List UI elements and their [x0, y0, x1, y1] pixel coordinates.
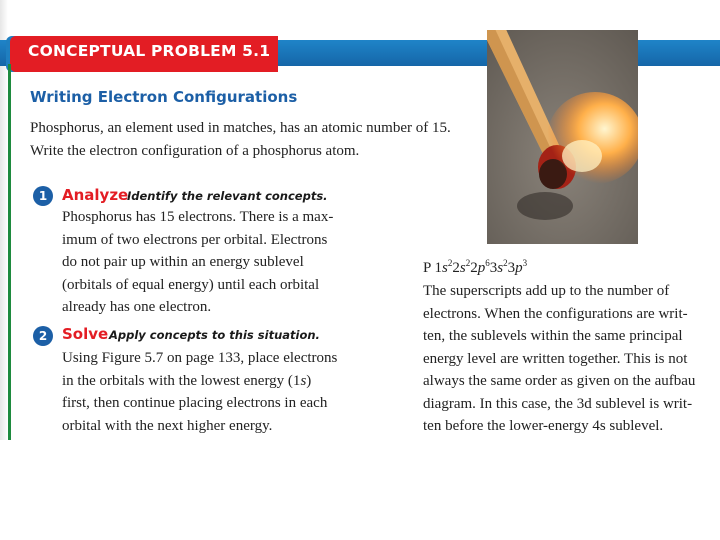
step-2-line: Using Figure 5.7 on page 133, place electrons — [62, 350, 338, 366]
explanation-line: electrons. When the configurations are writ- — [423, 305, 688, 322]
configuration-term: $3p^3$ — [507, 258, 528, 276]
explanation-text — [423, 280, 720, 438]
step-2-line: orbital with the next higher energy. — [62, 417, 273, 434]
step-1-badge: 1 — [33, 186, 53, 206]
intro-paragraph: Phosphorus, an element used in matches, has an atomic number of 15. Write the electron configuration of a phosphorus atom. — [30, 120, 451, 159]
explanation-line: ten before the lower-energy 4s sublevel. — [423, 418, 664, 434]
match-photo — [487, 30, 638, 244]
page-edge — [0, 0, 8, 440]
problem-banner — [10, 36, 278, 72]
match-igniting-image — [487, 30, 638, 244]
step-1-title: Analyze — [62, 186, 129, 204]
configuration-term: $1s^2$ — [434, 258, 453, 276]
step-1-line: already has one electron. — [62, 299, 212, 315]
explanation-line: always the same order as given on the aufbau — [423, 373, 696, 389]
step-2-line: first, then continue placing electrons in each — [62, 395, 328, 411]
banner-title: CONCEPTUAL PROBLEM 5.1 — [28, 42, 271, 60]
configuration-term: $2p^6$ — [470, 258, 490, 276]
step-2-line-s: s — [300, 372, 307, 389]
electron-configuration — [423, 258, 527, 277]
element-symbol: P — [423, 260, 431, 276]
step-2-badge: 2 — [33, 326, 53, 346]
step-2-title: Solve — [62, 325, 109, 343]
step-1-line: do not pair up within an energy sublevel — [62, 254, 304, 270]
step-2-subtitle: Apply concepts to this situation. — [109, 328, 320, 342]
explanation-line: ten, the sublevels within the same principal — [423, 328, 683, 344]
step-1-line: (orbitals of equal energy) until each orbital — [62, 276, 320, 293]
step-1-text — [62, 206, 382, 319]
configuration-term: $2s^2$ — [452, 258, 471, 276]
step-2-line-b: ) — [306, 372, 312, 389]
explanation-line: energy level are written together. This is not — [423, 350, 688, 367]
step-1-line: imum of two electrons per orbital. Electrons — [62, 231, 328, 248]
step-1-line: Phosphorus has 15 electrons. There is a max- — [62, 209, 334, 225]
explanation-line: diagram. In this case, the 3d sublevel is writ- — [423, 395, 693, 412]
step-1-subtitle: Identify the relevant concepts. — [127, 189, 328, 203]
explanation-line: The superscripts add up to the number of — [423, 283, 670, 299]
configuration-term: $3s^2$ — [489, 258, 508, 276]
step-2-text — [62, 347, 382, 437]
side-rule — [8, 64, 11, 440]
step-2-line-a: in the orbitals with the lowest energy (1 — [62, 372, 301, 389]
section-heading: Writing Electron Configurations — [30, 88, 298, 106]
step-2-line — [62, 370, 382, 393]
